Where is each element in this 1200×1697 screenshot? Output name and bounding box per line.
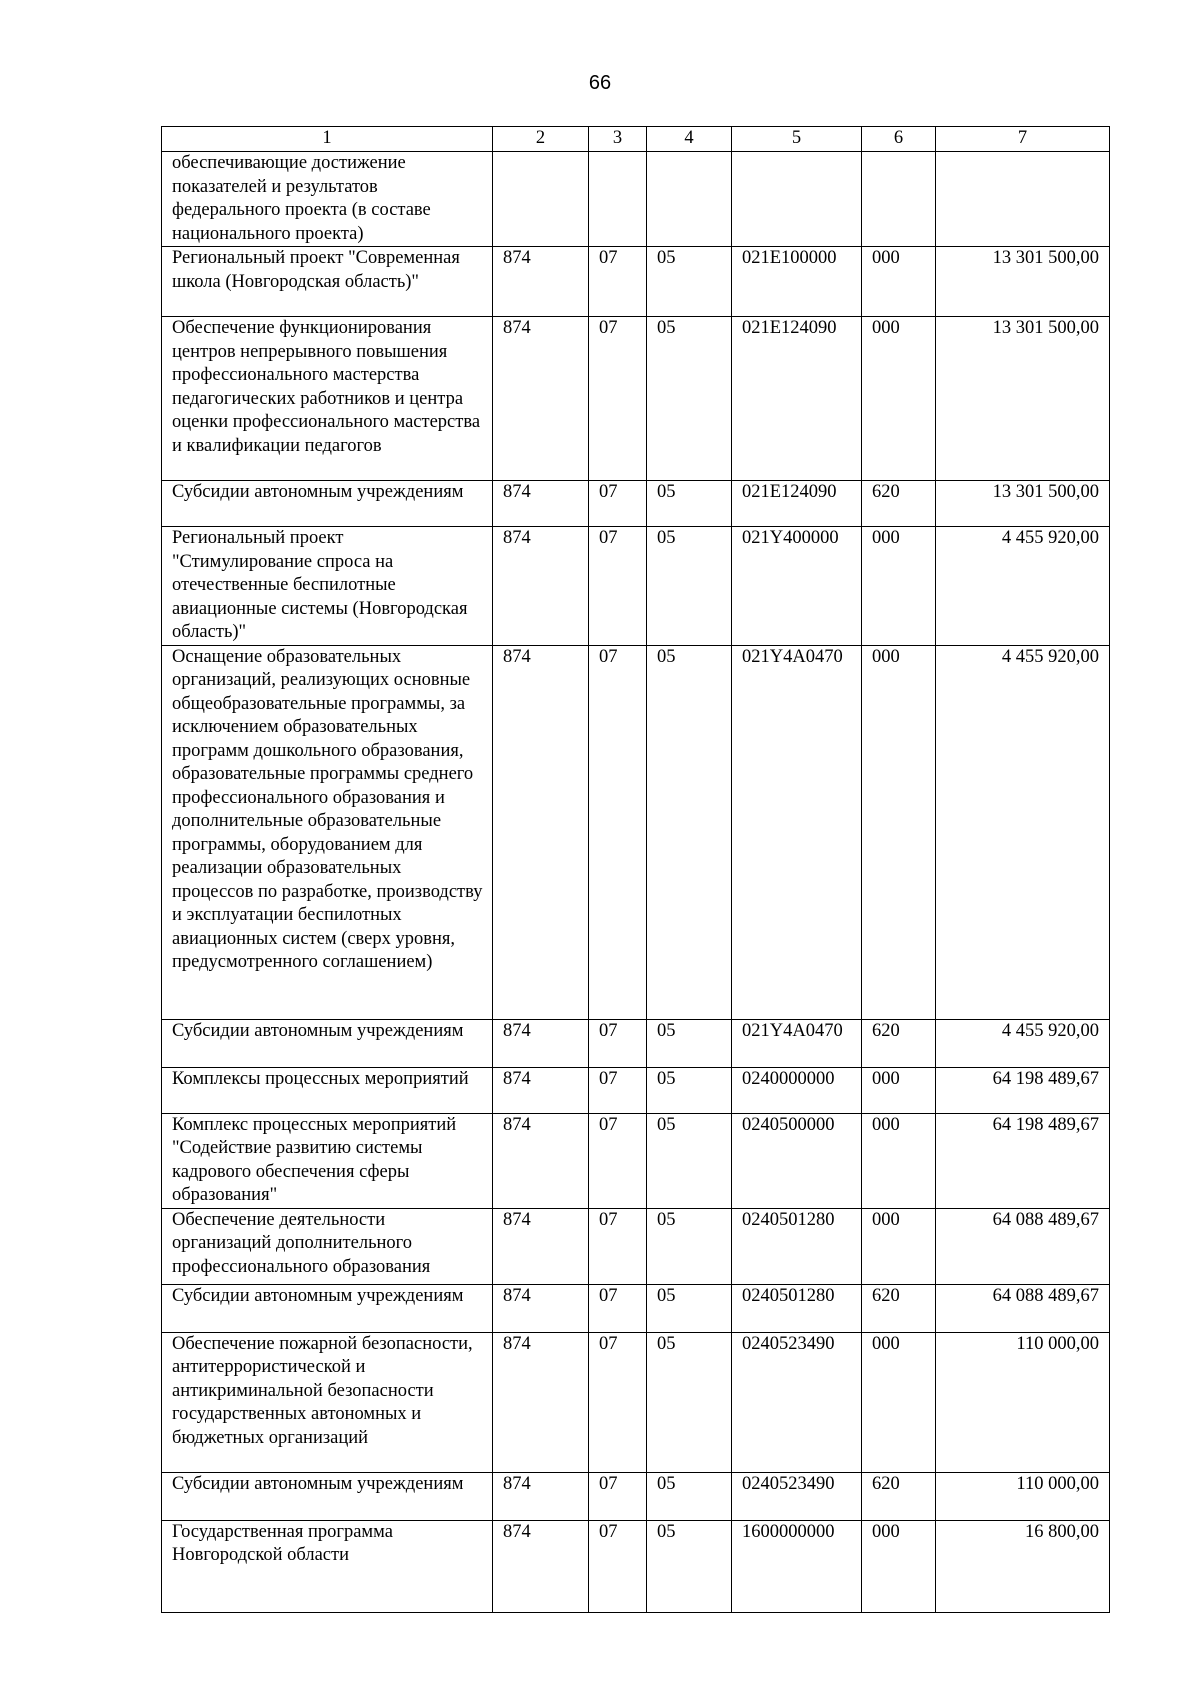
row-vr-cell: 620 — [862, 481, 936, 527]
row-pr-cell: 05 — [647, 1208, 732, 1284]
row-gr-cell: 874 — [493, 1284, 589, 1332]
row-csr-cell — [732, 152, 862, 247]
row-rz-cell: 07 — [589, 481, 647, 527]
row-pr-cell — [647, 152, 732, 247]
row-vr-cell: 000 — [862, 527, 936, 646]
row-name-cell: Субсидии автономным учреждениям — [162, 481, 493, 527]
row-csr-cell: 0240500000 — [732, 1113, 862, 1208]
table-row — [162, 1472, 1110, 1520]
row-amount-cell: 110 000,00 — [936, 1472, 1110, 1520]
row-amount-cell: 64 088 489,67 — [936, 1208, 1110, 1284]
row-gr-cell — [493, 152, 589, 247]
row-vr-cell: 000 — [862, 247, 936, 317]
row-rz-cell: 07 — [589, 1472, 647, 1520]
row-csr-cell: 0240501280 — [732, 1284, 862, 1332]
row-amount-cell: 64 198 489,67 — [936, 1113, 1110, 1208]
row-gr-cell: 874 — [493, 247, 589, 317]
row-amount-cell: 64 198 489,67 — [936, 1067, 1110, 1113]
table-row — [162, 1284, 1110, 1332]
row-name-cell: обеспечивающие достижение показателей и результатов федерального проекта (в составе национального проекта) — [162, 152, 493, 247]
row-rz-cell: 07 — [589, 247, 647, 317]
row-vr-cell: 620 — [862, 1472, 936, 1520]
table-row — [162, 1208, 1110, 1284]
row-name-cell: Комплекс процессных мероприятий "Содействие развитию системы кадрового обеспечения сферы образования" — [162, 1113, 493, 1208]
row-name-cell: Обеспечение деятельности организаций дополнительного профессионального образования — [162, 1208, 493, 1284]
row-amount-cell: 13 301 500,00 — [936, 317, 1110, 481]
row-csr-cell: 021E124090 — [732, 481, 862, 527]
row-amount-cell: 4 455 920,00 — [936, 645, 1110, 1019]
row-name-cell: Региональный проект "Стимулирование спроса на отечественные беспилотные авиационные системы (Новгородская область)" — [162, 527, 493, 646]
row-vr-cell: 000 — [862, 1113, 936, 1208]
row-vr-cell: 620 — [862, 1284, 936, 1332]
header-cell: 1 — [162, 127, 493, 152]
row-vr-cell: 620 — [862, 1019, 936, 1067]
page-number: 66 — [588, 72, 612, 94]
row-gr-cell: 874 — [493, 317, 589, 481]
row-csr-cell: 0240523490 — [732, 1332, 862, 1472]
row-rz-cell: 07 — [589, 645, 647, 1019]
row-vr-cell — [862, 152, 936, 247]
row-csr-cell: 021E124090 — [732, 317, 862, 481]
row-name-cell: Региональный проект "Современная школа (Новгородская область)" — [162, 247, 493, 317]
table-row — [162, 152, 1110, 247]
row-gr-cell: 874 — [493, 1019, 589, 1067]
row-rz-cell: 07 — [589, 1067, 647, 1113]
row-name-cell: Оснащение образовательных организаций, реализующих основные общеобразовательные программы, за исключением образовательных программ дошкольного образования, образовательные программы среднего профессионального образования и дополнительные образовательные программы, оборудованием для реализации образовательных процессов по разработке, производству и эксплуатации беспилотных авиационных систем (сверх уровня, предусмотренного соглашением) — [162, 645, 493, 1019]
row-amount-cell: 64 088 489,67 — [936, 1284, 1110, 1332]
row-rz-cell: 07 — [589, 1208, 647, 1284]
row-amount-cell: 16 800,00 — [936, 1520, 1110, 1612]
budget-table — [161, 126, 1110, 1613]
table-row — [162, 1520, 1110, 1612]
table-row — [162, 645, 1110, 1019]
row-pr-cell: 05 — [647, 481, 732, 527]
row-pr-cell: 05 — [647, 317, 732, 481]
row-gr-cell: 874 — [493, 645, 589, 1019]
table-row — [162, 1019, 1110, 1067]
row-csr-cell: 1600000000 — [732, 1520, 862, 1612]
row-rz-cell: 07 — [589, 527, 647, 646]
row-csr-cell: 021E100000 — [732, 247, 862, 317]
row-name-cell: Комплексы процессных мероприятий — [162, 1067, 493, 1113]
row-rz-cell: 07 — [589, 1520, 647, 1612]
row-name-cell: Субсидии автономным учреждениям — [162, 1472, 493, 1520]
row-csr-cell: 021Y400000 — [732, 527, 862, 646]
row-rz-cell: 07 — [589, 317, 647, 481]
row-pr-cell: 05 — [647, 1113, 732, 1208]
row-rz-cell — [589, 152, 647, 247]
row-pr-cell: 05 — [647, 1019, 732, 1067]
row-pr-cell: 05 — [647, 247, 732, 317]
row-pr-cell: 05 — [647, 1520, 732, 1612]
row-gr-cell: 874 — [493, 481, 589, 527]
header-cell: 2 — [493, 127, 589, 152]
header-cell: 4 — [647, 127, 732, 152]
row-gr-cell: 874 — [493, 1208, 589, 1284]
row-vr-cell: 000 — [862, 1520, 936, 1612]
row-gr-cell: 874 — [493, 1113, 589, 1208]
row-amount-cell: 4 455 920,00 — [936, 1019, 1110, 1067]
row-vr-cell: 000 — [862, 1332, 936, 1472]
row-vr-cell: 000 — [862, 317, 936, 481]
table-row — [162, 1332, 1110, 1472]
row-amount-cell: 110 000,00 — [936, 1332, 1110, 1472]
row-gr-cell: 874 — [493, 1520, 589, 1612]
row-gr-cell: 874 — [493, 1067, 589, 1113]
row-pr-cell: 05 — [647, 1332, 732, 1472]
row-name-cell: Субсидии автономным учреждениям — [162, 1019, 493, 1067]
row-csr-cell: 021Y4A0470 — [732, 1019, 862, 1067]
row-amount-cell: 13 301 500,00 — [936, 247, 1110, 317]
header-cell: 7 — [936, 127, 1110, 152]
row-gr-cell: 874 — [493, 1332, 589, 1472]
row-vr-cell: 000 — [862, 645, 936, 1019]
row-csr-cell: 0240523490 — [732, 1472, 862, 1520]
table-row — [162, 1113, 1110, 1208]
row-name-cell: Обеспечение пожарной безопасности, антитеррористической и антикриминальной безопасности государственных автономных и бюджетных организаций — [162, 1332, 493, 1472]
table-row — [162, 317, 1110, 481]
row-amount-cell: 13 301 500,00 — [936, 481, 1110, 527]
row-pr-cell: 05 — [647, 645, 732, 1019]
row-name-cell: Субсидии автономным учреждениям — [162, 1284, 493, 1332]
row-amount-cell: 4 455 920,00 — [936, 527, 1110, 646]
row-gr-cell: 874 — [493, 527, 589, 646]
row-rz-cell: 07 — [589, 1284, 647, 1332]
table-row — [162, 481, 1110, 527]
row-pr-cell: 05 — [647, 1284, 732, 1332]
header-cell: 3 — [589, 127, 647, 152]
row-csr-cell: 0240000000 — [732, 1067, 862, 1113]
row-vr-cell: 000 — [862, 1067, 936, 1113]
row-rz-cell: 07 — [589, 1332, 647, 1472]
row-csr-cell: 021Y4A0470 — [732, 645, 862, 1019]
row-pr-cell: 05 — [647, 527, 732, 646]
header-cell: 5 — [732, 127, 862, 152]
table-row — [162, 527, 1110, 646]
row-rz-cell: 07 — [589, 1019, 647, 1067]
row-pr-cell: 05 — [647, 1067, 732, 1113]
table-row — [162, 1067, 1110, 1113]
row-vr-cell: 000 — [862, 1208, 936, 1284]
row-rz-cell: 07 — [589, 1113, 647, 1208]
row-name-cell: Обеспечение функционирования центров непрерывного повышения профессионального мастерства педагогических работников и центра оценки профессионального мастерства и квалификации педагогов — [162, 317, 493, 481]
row-name-cell: Государственная программа Новгородской области — [162, 1520, 493, 1612]
table-row — [162, 247, 1110, 317]
table-header-row — [162, 127, 1110, 152]
row-pr-cell: 05 — [647, 1472, 732, 1520]
header-cell: 6 — [862, 127, 936, 152]
row-amount-cell — [936, 152, 1110, 247]
row-csr-cell: 0240501280 — [732, 1208, 862, 1284]
row-gr-cell: 874 — [493, 1472, 589, 1520]
